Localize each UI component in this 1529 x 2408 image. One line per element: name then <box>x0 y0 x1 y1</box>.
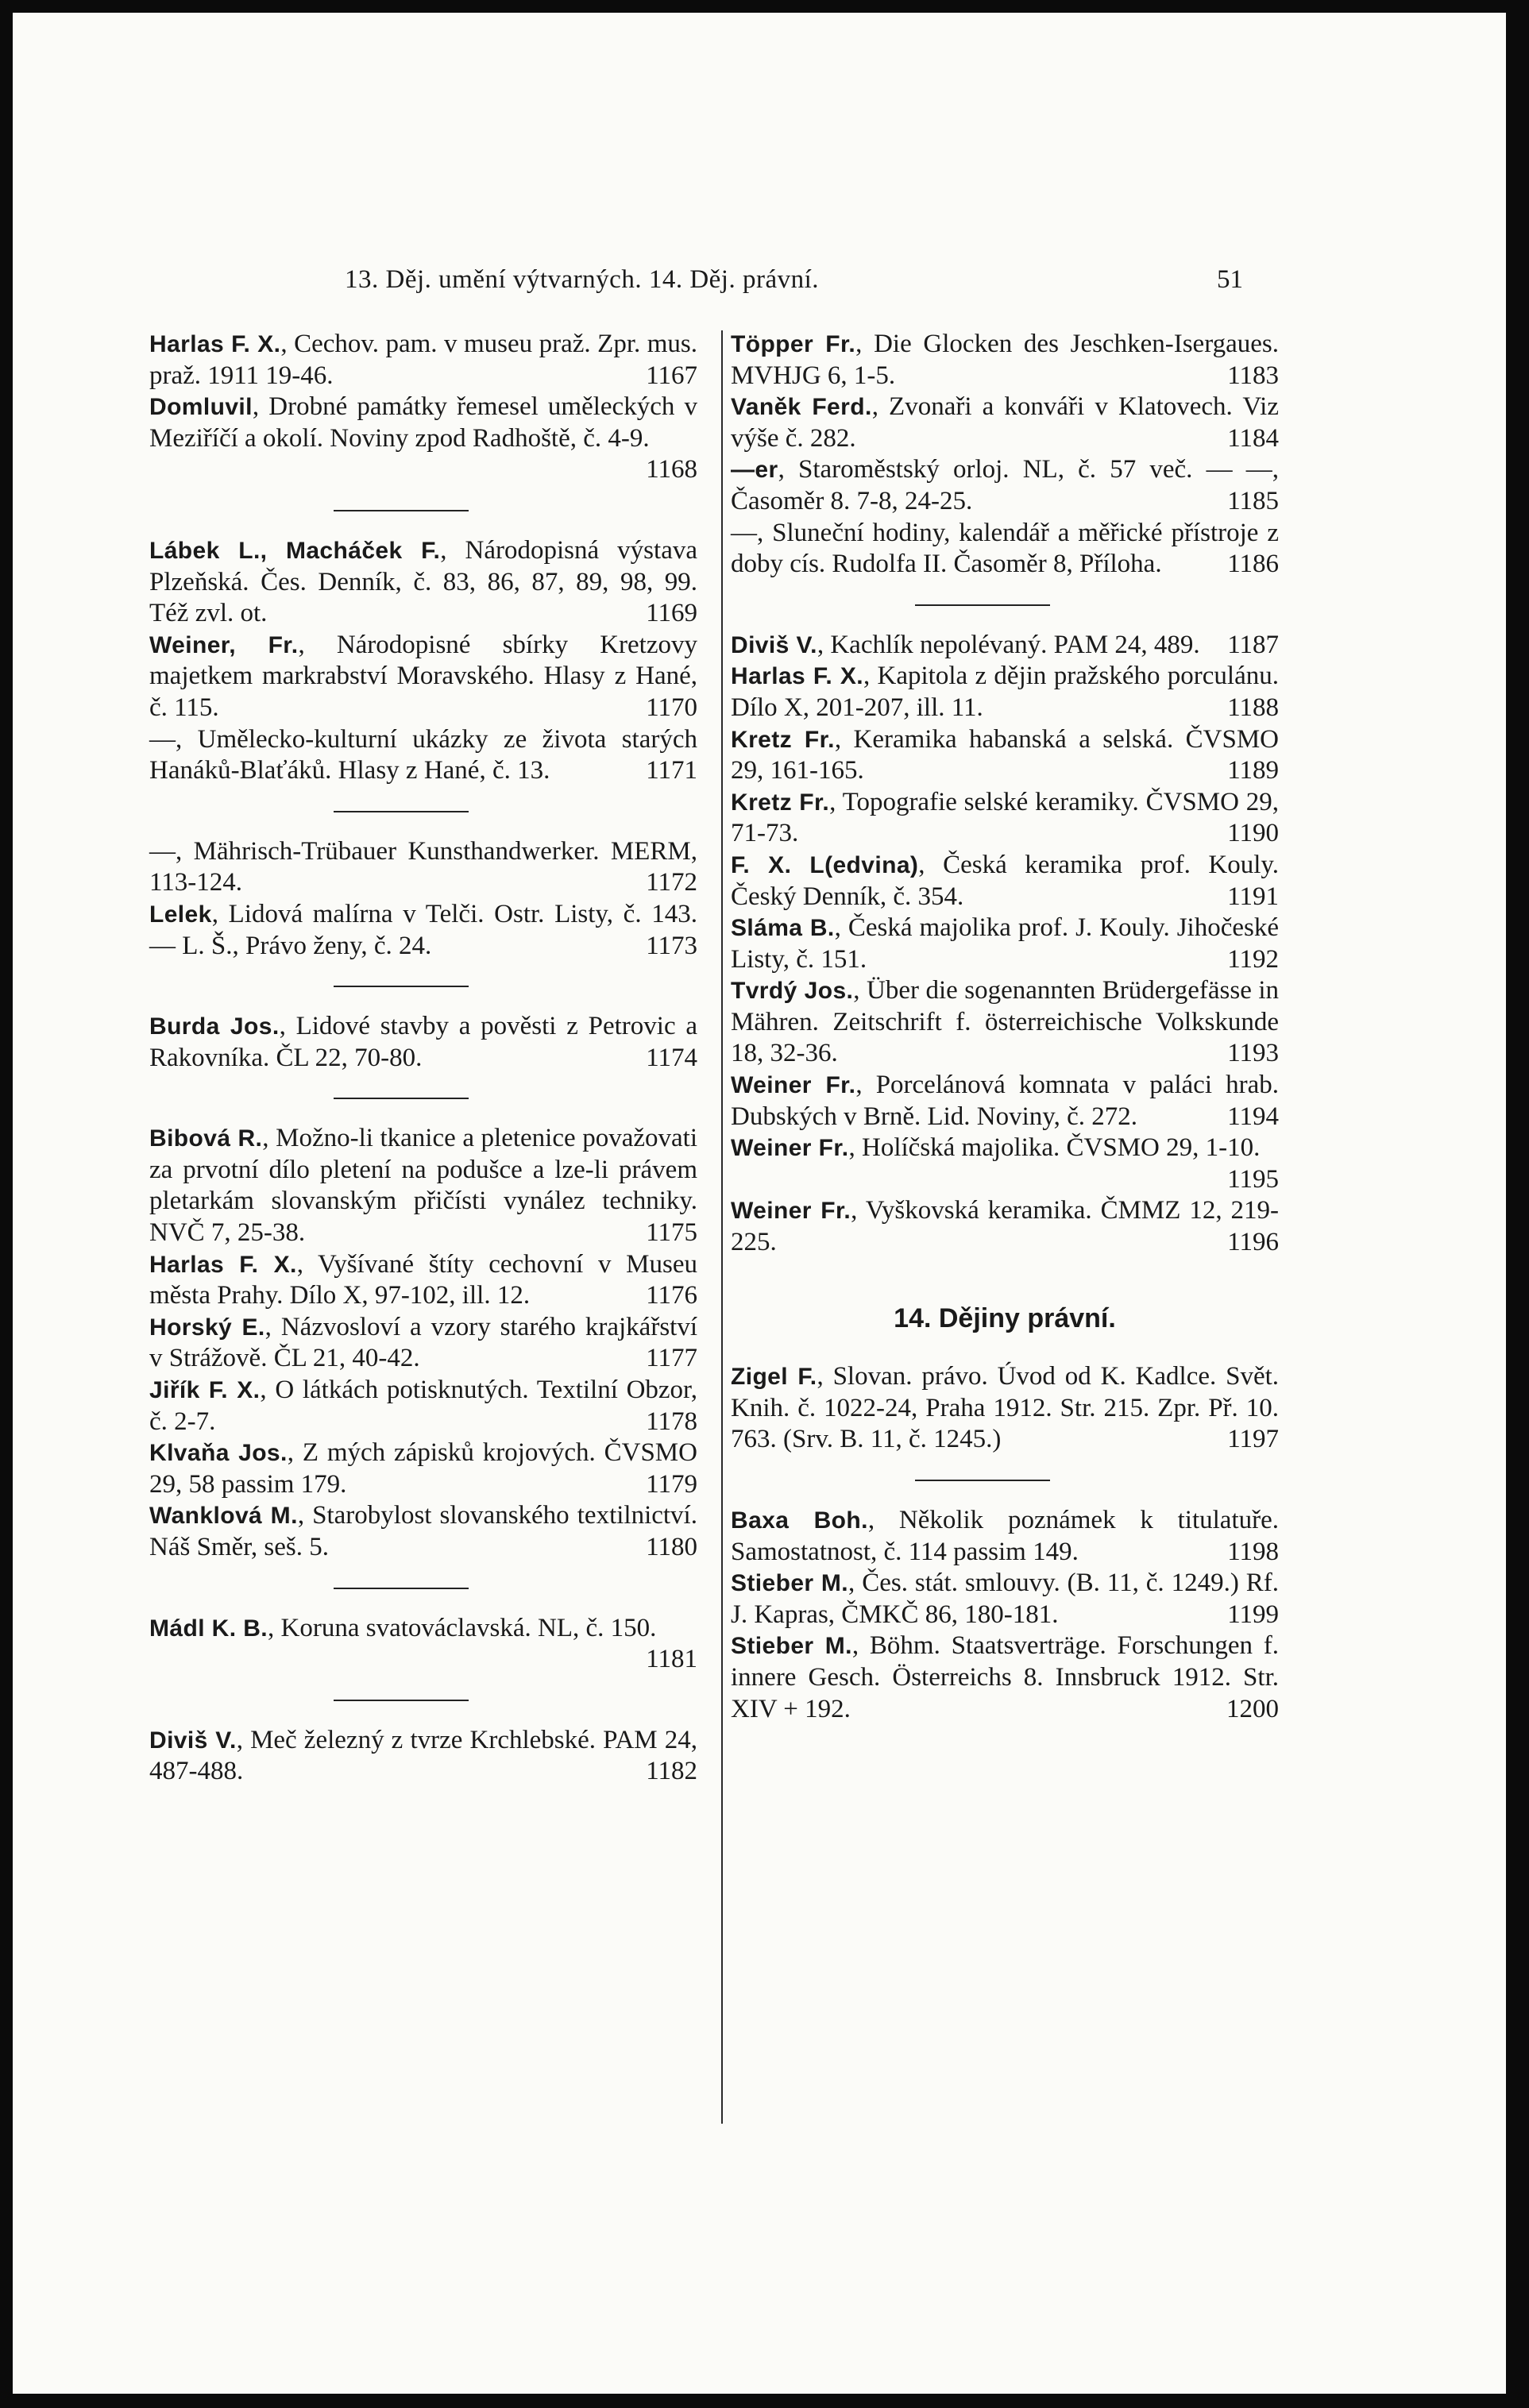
entry-author: Diviš V. <box>731 631 817 658</box>
entry-author: Diviš V. <box>149 1727 237 1754</box>
entry-number: 1171 <box>646 756 697 785</box>
separator-rule <box>334 1098 469 1099</box>
entry-author: Mádl K. B. <box>149 1615 268 1642</box>
entry-text: , Meč železný z tvrze Krchlebské. PAM 24, 487-488. <box>149 1725 697 1786</box>
page-number: 51 <box>1217 265 1243 294</box>
entry-author: Harlas F. X. <box>731 663 863 690</box>
entry-author: Burda Jos. <box>149 1013 280 1040</box>
entry-text: , Keramika habanská a selská. ČVSMO 29, 161-165. <box>731 724 1279 785</box>
entry-text: , Vyškovská keramika. ČMMZ 12, 219-225. <box>731 1196 1279 1257</box>
entry-number: 1192 <box>1227 944 1279 974</box>
entry-number: 1188 <box>1227 693 1279 722</box>
bibliography-entry <box>149 1312 697 1375</box>
entry-text: , Lidové stavby a pověsti z Petrovic a Rakovníka. ČL 22, 70-80. <box>149 1012 698 1072</box>
entry-text: , Porcelánová komnata v paláci hrab. Dubských v Brně. Lid. Noviny, č. 272. <box>731 1071 1279 1131</box>
entry-number: 1185 <box>1227 486 1279 515</box>
bibliography-entry <box>149 1725 697 1788</box>
entry-author: Tvrdý Jos. <box>731 978 854 1005</box>
entry-number: 1191 <box>1227 882 1279 911</box>
entry-author: Baxa Boh. <box>731 1507 868 1534</box>
entry-text: , Česká keramika prof. Kouly. Český Denník, č. 354. <box>731 850 1279 911</box>
entry-author: Domluvil <box>149 394 253 421</box>
bibliography-entry <box>149 392 697 486</box>
entry-author: Kretz Fr. <box>731 789 830 816</box>
entry-author: Horský E. <box>149 1314 265 1341</box>
entry-number: 1183 <box>1227 361 1279 390</box>
entry-author: Sláma B. <box>731 915 835 942</box>
entry-number: 1177 <box>646 1344 697 1373</box>
separator-rule <box>334 510 469 511</box>
entry-number: 1175 <box>646 1218 697 1248</box>
entry-author: Weiner Fr. <box>731 1198 851 1225</box>
entry-text: , Česká majolika prof. J. Kouly. Jihočeské Listy, č. 151. <box>731 913 1279 974</box>
bibliography-entry <box>149 1437 697 1500</box>
entry-text: , Kapitola z dějin pražského porculánu. Dílo X, 201-207, ill. 11. <box>731 662 1279 722</box>
entry-number: 1194 <box>1227 1102 1279 1131</box>
bibliography-entry <box>731 392 1279 454</box>
bibliography-entry <box>149 1249 697 1312</box>
entry-author: Zigel F. <box>731 1364 817 1391</box>
entry-author: Jiřík F. X. <box>149 1377 261 1404</box>
entry-number: 1189 <box>1227 756 1279 785</box>
entry-number: 1200 <box>1226 1694 1279 1723</box>
entry-number: 1169 <box>646 599 697 628</box>
entry-number: 1187 <box>1227 630 1279 659</box>
entry-text: , Topografie selské keramiky. ČVSMO 29, 71-73. <box>731 787 1279 848</box>
separator-rule <box>334 1700 469 1701</box>
entry-number: 1184 <box>1227 423 1279 453</box>
entry-author: Vaněk Ferd. <box>731 394 872 421</box>
bibliography-entry <box>731 913 1279 975</box>
bibliography-entry <box>731 1133 1279 1195</box>
entry-number: 1167 <box>646 361 697 390</box>
entry-author: Weiner Fr. <box>731 1135 849 1162</box>
entry-number: 1170 <box>646 693 697 722</box>
entry-text: , Koruna svatováclavská. NL, č. 150. <box>268 1613 657 1642</box>
entry-number: 1172 <box>646 868 697 897</box>
separator-rule <box>915 604 1050 606</box>
scanned-page <box>13 13 1506 2394</box>
section-heading: 14. Dějiny právní. <box>894 1302 1116 1333</box>
entry-text: , Zvonaři a konváři v Klatovech. Viz výše č. 282. <box>731 392 1279 453</box>
column-divider <box>721 330 723 2124</box>
entry-author: Stieber M. <box>731 1570 849 1597</box>
page-title: 13. Děj. umění výtvarných. 14. Děj. právní. <box>345 265 820 294</box>
bibliography-entry <box>149 836 697 899</box>
entry-text: , Národopisné sbírky Kretzovy majetkem markrabství Moravského. Hlasy z Hané, č. 115. <box>149 630 697 722</box>
bibliography-entry <box>731 329 1279 392</box>
entry-author: Weiner Fr. <box>731 1072 856 1099</box>
entry-author: Bibová R. <box>149 1125 263 1152</box>
entry-text: , Kachlík nepolévaný. PAM 24, 489. <box>817 630 1200 659</box>
bibliography-entry <box>731 724 1279 787</box>
bibliography-entry <box>149 630 697 724</box>
entry-text: , Staroměstský orloj. NL, č. 57 več. — —, Časoměr 8. 7-8, 24-25. <box>731 455 1279 515</box>
bibliography-entry <box>731 661 1279 724</box>
entry-number: 1181 <box>646 1645 697 1674</box>
entry-author: Lelek <box>149 901 212 928</box>
bibliography-entry <box>731 1630 1279 1725</box>
entry-number: 1196 <box>1227 1228 1279 1257</box>
entry-text: , Vyšívané štíty cechovní v Museu města Prahy. Dílo X, 97-102, ill. 12. <box>149 1249 697 1310</box>
bibliography-entry <box>731 518 1279 581</box>
bibliography-entry <box>149 535 697 630</box>
bibliography-entry <box>149 1375 697 1437</box>
entry-text: —, Sluneční hodiny, kalendář a měřické přístroje z doby cís. Rudolfa II. Časoměr 8, Příloha. <box>731 518 1279 579</box>
entry-number: 1186 <box>1227 550 1279 579</box>
entry-number: 1180 <box>646 1533 697 1561</box>
entry-text: , O látkách potisknutých. Textilní Obzor, č. 2-7. <box>149 1376 697 1436</box>
bibliography-entry <box>731 454 1279 517</box>
entry-number: 1199 <box>1227 1600 1279 1629</box>
entry-number: 1176 <box>646 1281 697 1310</box>
entry-author: F. X. L(edvina) <box>731 851 919 878</box>
right-column <box>731 329 1279 1725</box>
entry-text: —, Mährisch-Trübauer Kunsthandwerker. MERM, 113-124. <box>149 836 697 897</box>
entry-text: , Národopisná výstava Plzeňská. Čes. Denník, č. 83, 86, 87, 89, 98, 99. Též zvl. ot. <box>149 535 697 628</box>
bibliography-entry <box>149 329 697 392</box>
entry-author: Wanklová M. <box>149 1503 298 1530</box>
bibliography-entry <box>731 787 1279 850</box>
entry-number: 1190 <box>1227 819 1279 848</box>
separator-rule <box>334 986 469 987</box>
entry-author: Weiner, Fr. <box>149 631 299 658</box>
entry-author: Harlas F. X. <box>149 1251 297 1278</box>
entry-number: 1178 <box>646 1407 697 1436</box>
entry-author: —er <box>731 457 778 484</box>
bibliography-entry <box>731 1505 1279 1568</box>
bibliography-entry <box>731 630 1279 662</box>
entry-author: Kretz Fr. <box>731 726 835 753</box>
bibliography-entry <box>149 899 697 962</box>
entry-number: 1174 <box>646 1043 697 1072</box>
bibliography-entry <box>731 1361 1279 1456</box>
entry-number: 1195 <box>1227 1164 1279 1194</box>
bibliography-entry <box>731 850 1279 913</box>
entry-number: 1173 <box>646 931 697 960</box>
entry-number: 1182 <box>646 1757 697 1786</box>
bibliography-entry <box>149 1500 697 1563</box>
entry-number: 1179 <box>646 1469 697 1499</box>
entry-text: , Starobylost slovanského textilnictví. Náš Směr, seš. 5. <box>149 1501 697 1561</box>
left-column <box>149 329 697 1788</box>
entry-text: , Die Glocken des Jeschken-Isergaues. MVHJG 6, 1-5. <box>731 330 1279 390</box>
bibliography-entry <box>149 724 697 787</box>
entry-author: Lábek L., Macháček F. <box>149 537 441 564</box>
entry-text: , Možno-li tkanice a pletenice považovati za prvotní dílo pletení na podušce a lze-li právem pletarkám slovanským přičísti vynález techniky. NVČ 7, 25-38. <box>149 1124 697 1248</box>
entry-text: , Z mých zápisků krojových. ČVSMO 29, 58 passim 179. <box>149 1438 697 1499</box>
bibliography-entry <box>731 1195 1279 1258</box>
entry-text: , Drobné památky řemesel uměleckých v Meziříčí a okolí. Noviny zpod Radhoště, č. 4-9. <box>149 392 697 453</box>
entry-number: 1168 <box>646 455 697 484</box>
entry-number: 1197 <box>1227 1425 1279 1454</box>
entry-text: , Über die sogenannten Brüdergefässe in Mähren. Zeitschrift f. österreichische Volkskunde 18, 32-36. <box>731 976 1280 1068</box>
entry-author: Töpper Fr. <box>731 331 856 357</box>
entry-text: , Cechov. pam. v museu praž. Zpr. mus. praž. 1911 19-46. <box>149 330 697 390</box>
entry-text: , Několik poznámek k titulatuře. Samostatnost, č. 114 passim 149. <box>731 1506 1279 1566</box>
entry-number: 1198 <box>1227 1537 1279 1566</box>
entry-author: Harlas F. X. <box>149 331 281 357</box>
bibliography-entry <box>149 1011 697 1074</box>
bibliography-entry <box>731 975 1279 1070</box>
entry-author: Klvaňa Jos. <box>149 1440 288 1467</box>
bibliography-entry <box>149 1613 697 1676</box>
bibliography-entry <box>149 1123 697 1248</box>
running-head <box>13 265 1506 305</box>
entry-text: , Lidová malírna v Telči. Ostr. Listy, č. 143. — L. Š., Právo ženy, č. 24. <box>149 899 697 960</box>
separator-rule <box>334 811 469 812</box>
entry-text: , Čes. stát. smlouvy. (B. 11, č. 1249.) Rf. J. Kapras, ČMKČ 86, 180-181. <box>731 1569 1279 1629</box>
entry-author: Stieber M. <box>731 1633 852 1660</box>
entry-number: 1193 <box>1227 1039 1279 1068</box>
bibliography-entry <box>731 1568 1279 1630</box>
entry-text: , Slovan. právo. Úvod od K. Kadlce. Svět. Knih. č. 1022-24, Praha 1912. Str. 215. Zpr. Př. 10. 763. (Srv. B. 11, č. 1245.) <box>731 1362 1280 1454</box>
entry-text: , Názvosloví a vzory starého krajkářství v Strážově. ČL 21, 40-42. <box>149 1312 697 1373</box>
bibliography-entry <box>731 1070 1279 1133</box>
entry-text: , Böhm. Staatsverträge. Forschungen f. innere Gesch. Österreichs 8. Innsbruck 1912. Str. XIV + 192. <box>731 1631 1280 1723</box>
entry-text: , Holíčská majolika. ČVSMO 29, 1-10. <box>848 1133 1261 1163</box>
separator-rule <box>915 1480 1050 1481</box>
separator-rule <box>334 1588 469 1589</box>
entry-text: —, Umělecko-kulturní ukázky ze života starých Hanáků-Blaťáků. Hlasy z Hané, č. 13. <box>149 724 697 785</box>
